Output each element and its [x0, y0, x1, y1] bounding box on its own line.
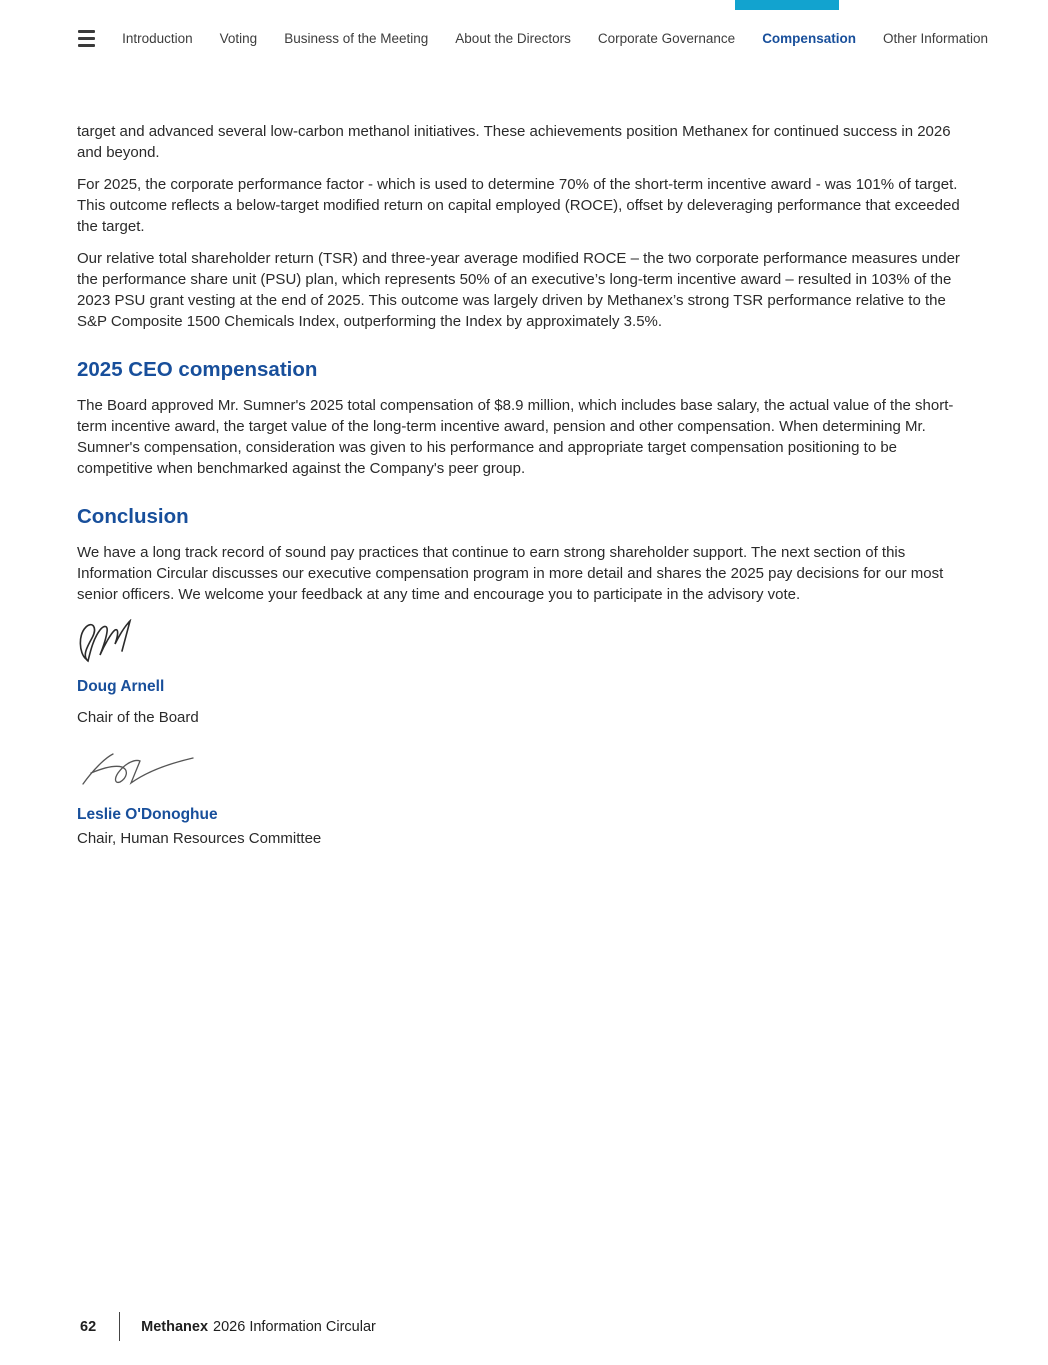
hamburger-menu-icon[interactable]	[78, 30, 95, 47]
nav-item-about-the-directors[interactable]: About the Directors	[455, 31, 571, 46]
paragraph-intro-1: target and advanced several low-carbon methanol initiatives. These achievements position Methanex for continued success in 2026 and beyond.	[77, 123, 951, 161]
top-navigation	[78, 30, 988, 47]
page-content	[77, 121, 970, 849]
paragraph-intro-3: Our relative total shareholder return (TSR) and three-year average modified ROCE – the two corporate performance measures under the performance share unit (PSU) plan, which represents 50% of an executive’s long-term incentive award – resulted in 103% of the 2023 PSU grant vesting at the end of 2025. This outcome was largely driven by Methanex’s strong TSR performance relative to the S&P Composite 1500 Chemicals Index, outperforming the Index by approximately 3.5%.	[77, 250, 960, 330]
page-footer	[80, 1312, 376, 1341]
section-heading-ceo-compensation: 2025 CEO compensation	[77, 358, 318, 381]
paragraph-intro-2: For 2025, the corporate performance factor - which is used to determine 70% of the short-term incentive award - was 101% of target. This outcome reflects a below-target modified return on capital employed (ROCE), offset by deleveraging performance that exceeded the target.	[77, 176, 960, 235]
footer-document-title: 2026 Information Circular	[213, 1318, 376, 1335]
signatory-name: Doug Arnell	[77, 678, 165, 695]
footer-page-number: 62	[80, 1318, 97, 1335]
nav-item-introduction[interactable]: Introduction	[122, 31, 193, 46]
nav-item-voting[interactable]: Voting	[219, 31, 258, 46]
paragraph-ceo-compensation: The Board approved Mr. Sumner's 2025 total compensation of $8.9 million, which includes base salary, the actual value of the short-term incentive award, the target value of the long-term incentive award, pension and other compensation. When determining Mr. Sumner's compensation, consideration was given to his performance and appropriate target compensation positioning to be competitive when benchmarked against the Company's peer group.	[77, 397, 954, 477]
footer-brand: Methanex	[141, 1318, 209, 1335]
section-heading-conclusion: Conclusion	[77, 505, 189, 528]
nav-item-other-information[interactable]: Other Information	[882, 31, 988, 46]
nav-item-compensation[interactable]: Compensation	[762, 31, 856, 46]
nav-item-corporate-governance[interactable]: Corporate Governance	[597, 31, 736, 46]
signature-block-doug-arnell	[77, 619, 970, 728]
footer-divider	[119, 1312, 120, 1341]
signature-block-leslie-odonoghue	[77, 750, 970, 849]
signatory-name: Leslie O'Donoghue	[77, 806, 218, 823]
leslie-odonoghue-signature-image	[77, 750, 197, 788]
signatory-title: Chair of the Board	[77, 709, 199, 726]
signatory-title: Chair, Human Resources Committee	[77, 830, 322, 847]
doug-arnell-signature-image	[77, 619, 139, 667]
nav-item-business-of-the-meeting[interactable]: Business of the Meeting	[284, 31, 429, 46]
paragraph-conclusion: We have a long track record of sound pay practices that continue to earn strong shareholder support. The next section of this Information Circular discusses our executive compensation program in more detail and shares the 2025 pay decisions for our most senior officers. We welcome your feedback at any time and encourage you to participate in the advisory vote.	[77, 544, 944, 603]
active-tab-indicator	[735, 0, 839, 10]
